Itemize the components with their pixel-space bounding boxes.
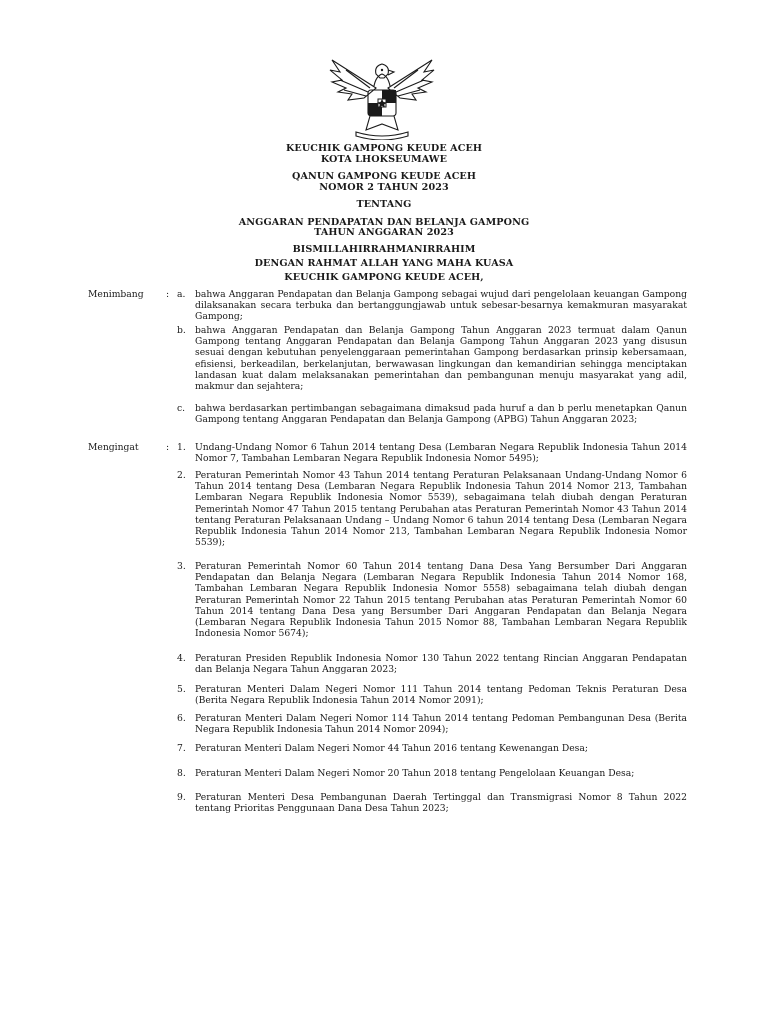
- item-number: 1.: [177, 442, 186, 453]
- mengingat-item-2: [177, 470, 687, 548]
- item-number: c.: [177, 403, 186, 414]
- item-text: Peraturan Menteri Desa Pembangunan Daerah Tertinggal dan Transmigrasi Nomor 8 Tahun 2022 tentang Prioritas Penggunaan Dana Desa Tahun 2023;: [195, 792, 687, 815]
- mengingat-label: Mengingat: [88, 442, 139, 453]
- header-line-1: KEUCHIK GAMPONG KEUDE ACEH: [285, 143, 483, 154]
- menimbang-colon: :: [166, 289, 170, 300]
- header-line-8: BISMILLAHIRRAHMANIRRAHIM: [292, 244, 476, 255]
- item-text: bahwa berdasarkan pertimbangan sebagaimana dimaksud pada huruf a dan b perlu menetapkan Qanun Gampong tentang Anggaran Pendapatan dan Belanja Gampong (APBG) Tahun Anggaran 2023;: [195, 403, 687, 426]
- item-number: 7.: [177, 743, 186, 754]
- mengingat-item-8: [177, 768, 687, 779]
- header-line-10: KEUCHIK GAMPONG KEUDE ACEH,: [284, 272, 484, 283]
- item-text: bahwa Anggaran Pendapatan dan Belanja Gampong sebagai wujud dari pengelolaan keuangan Gampong dilaksanakan secara terbuka dan bertanggungjawab untuk sebesar-besarnya kemakmuran masyarakat Gampong;: [195, 289, 687, 323]
- item-text: Peraturan Pemerintah Nomor 60 Tahun 2014 tentang Dana Desa Yang Bersumber Dari Anggaran Pendapatan dan Belanja Negara (Lembaran Negara Republik Indonesia Tahun 2014 Nomor 168, Tambahan Lembaran Negara Republik Indonesia Nomor 5558) sebagaimana telah diubah dengan Peraturan Pemerintah Nomor 22 Tahun 2015 tentang Perubahan atas Peraturan Pemerintah Nomor 60 Tahun 2014 tentang Dana Desa yang Bersumber Dari Anggaran Pendapatan dan Belanja Negara (Lembaran Negara Republik Indonesia Tahun 2015 Nomor 88, Tambahan Lembaran Negara Republik Indonesia Nomor 5674);: [195, 561, 687, 640]
- mengingat-item-5: [177, 684, 687, 706]
- item-text: Peraturan Menteri Dalam Negeri Nomor 44 Tahun 2016 tentang Kewenangan Desa;: [195, 743, 588, 754]
- item-text: Peraturan Presiden Republik Indonesia Nomor 130 Tahun 2022 tentang Rincian Anggaran Pendapatan dan Belanja Negara Tahun Anggaran 2023;: [195, 653, 687, 676]
- header-line-4: NOMOR 2 TAHUN 2023: [319, 182, 449, 193]
- garuda-emblem-icon: [326, 58, 438, 140]
- item-number: 2.: [177, 470, 186, 481]
- header-line-7: TAHUN ANGGARAN 2023: [314, 227, 454, 238]
- header-line-3: QANUN GAMPONG KEUDE ACEH: [291, 171, 477, 182]
- item-number: a.: [177, 289, 186, 300]
- item-text: Undang-Undang Nomor 6 Tahun 2014 tentang Desa (Lembaran Negara Republik Indonesia Tahun 2014 Nomor 7, Tambahan Lembaran Negara Republik Indonesia Nomor 5495);: [195, 442, 687, 465]
- mengingat-colon: :: [166, 442, 170, 453]
- menimbang-item-a: [177, 289, 687, 323]
- mengingat-item-1: [177, 442, 687, 464]
- mengingat-item-3: [177, 561, 687, 639]
- item-text: bahwa Anggaran Pendapatan dan Belanja Gampong Tahun Anggaran 2023 termuat dalam Qanun Gampong tentang Anggaran Pendapatan dan Belanja Gampong Tahun Anggaran 2023 yang disusun sesuai dengan kebutuhan penyelenggaraan pemerintahan Gampong berdasarkan prinsip kebersamaan, efisiensi, berkeadilan, berkelanjutan, berwawasan lingkungan dan kemandirian sehingga menciptakan landasan kuat dalam melaksanakan pemerintahan dan pembangunan menuju masyarakat yang adil, makmur dan sejahtera;: [195, 325, 687, 393]
- item-text: Peraturan Menteri Dalam Negeri Nomor 111 Tahun 2014 tentang Pedoman Teknis Peraturan Desa (Berita Negara Republik Indonesia Tahun 2014 Nomor 2091);: [195, 684, 687, 707]
- menimbang-item-b: [177, 325, 687, 392]
- mengingat-item-7: [177, 743, 687, 754]
- header-line-9: DENGAN RAHMAT ALLAH YANG MAHA KUASA: [254, 258, 514, 269]
- mengingat-item-9: [177, 792, 687, 814]
- menimbang-item-c: [177, 403, 687, 425]
- menimbang-label: Menimbang: [88, 289, 144, 300]
- item-number: 4.: [177, 653, 186, 664]
- item-number: 9.: [177, 792, 186, 803]
- item-number: 5.: [177, 684, 186, 695]
- item-number: 3.: [177, 561, 186, 572]
- header-line-5: TENTANG: [356, 199, 412, 210]
- item-text: Peraturan Menteri Dalam Negeri Nomor 114 Tahun 2014 tentang Pedoman Pembangunan Desa (Berita Negara Republik Indonesia Tahun 2014 Nomor 2094);: [195, 713, 687, 736]
- header-line-6: ANGGARAN PENDAPATAN DAN BELANJA GAMPONG: [238, 217, 530, 228]
- header-line-2: KOTA LHOKSEUMAWE: [320, 154, 448, 165]
- item-number: 6.: [177, 713, 186, 724]
- item-number: b.: [177, 325, 186, 336]
- item-text: Peraturan Pemerintah Nomor 43 Tahun 2014 tentang Peraturan Pelaksanaan Undang-Undang Nomor 6 Tahun 2014 tentang Desa (Lembaran Negara Republik Indonesia Tahun 2014 Nomor 213, Tambahan Lembaran Negara Republik Indonesia Nomor 5539), sebagaimana telah diubah dengan Peraturan Pemerintah Nomor 47 Tahun 2015 tentang Perubahan atas Peraturan Pemerintah Nomor 43 Tahun 2014 tentang Peraturan Pelaksanaan Undang – Undang Nomor 6 tahun 2014 tentang Desa (Lembaran Negara Republik Indonesia Tahun 2014 Nomor 213, Tambahan Lembaran Negara Republik Indonesia Nomor 5539);: [195, 470, 687, 549]
- item-text: Peraturan Menteri Dalam Negeri Nomor 20 Tahun 2018 tentang Pengelolaan Keuangan Desa;: [195, 768, 635, 779]
- mengingat-item-4: [177, 653, 687, 675]
- mengingat-item-6: [177, 713, 687, 735]
- item-number: 8.: [177, 768, 186, 779]
